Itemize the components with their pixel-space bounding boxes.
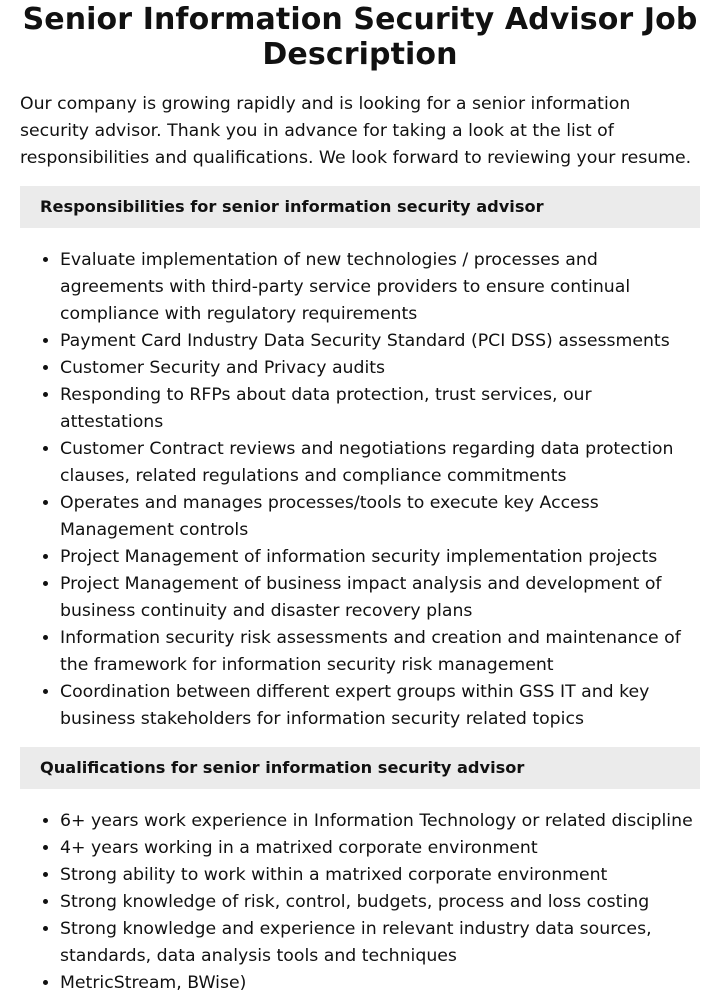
list-item: • Information security risk assessments and creation and maintenance of the framework for information security risk management bbox=[60, 625, 700, 679]
list-item: • Strong knowledge and experience in relevant industry data sources, standards, data analysis tools and techniques bbox=[60, 916, 700, 970]
responsibilities-heading: Responsibilities for senior information security advisor bbox=[20, 186, 700, 228]
qualifications-list bbox=[20, 808, 700, 997]
page-title: Senior Information Security Advisor Job Description bbox=[22, 2, 698, 72]
list-item: • Coordination between different expert groups within GSS IT and key business stakeholders for information security related topics bbox=[60, 679, 700, 733]
list-item: • Responding to RFPs about data protection, trust services, our attestations bbox=[60, 382, 700, 436]
list-item: • MetricStream, BWise) bbox=[60, 970, 700, 997]
list-item: • Payment Card Industry Data Security Standard (PCI DSS) assessments bbox=[60, 328, 700, 355]
list-item: • Project Management of information security implementation projects bbox=[60, 544, 700, 571]
list-item: • Project Management of business impact analysis and development of business continuity and disaster recovery plans bbox=[60, 571, 700, 625]
intro-paragraph: Our company is growing rapidly and is looking for a senior information security advisor. Thank you in advance for taking a look at the list of responsibilities and qualifications. We look forward to reviewing your resume. bbox=[20, 94, 692, 168]
list-item: • Strong knowledge of risk, control, budgets, process and loss costing bbox=[60, 889, 700, 916]
responsibilities-list bbox=[20, 247, 700, 733]
qualifications-heading: Qualifications for senior information security advisor bbox=[20, 747, 700, 789]
list-item: • 6+ years work experience in Information Technology or related discipline bbox=[60, 808, 700, 835]
list-item: • Strong ability to work within a matrixed corporate environment bbox=[60, 862, 700, 889]
list-item: • 4+ years working in a matrixed corporate environment bbox=[60, 835, 700, 862]
list-item: • Customer Security and Privacy audits bbox=[60, 355, 700, 382]
list-item: • Operates and manages processes/tools to execute key Access Management controls bbox=[60, 490, 700, 544]
list-item: • Customer Contract reviews and negotiations regarding data protection clauses, related regulations and compliance commitments bbox=[60, 436, 700, 490]
list-item: • Evaluate implementation of new technologies / processes and agreements with third-party service providers to ensure continual compliance with regulatory requirements bbox=[60, 247, 700, 328]
